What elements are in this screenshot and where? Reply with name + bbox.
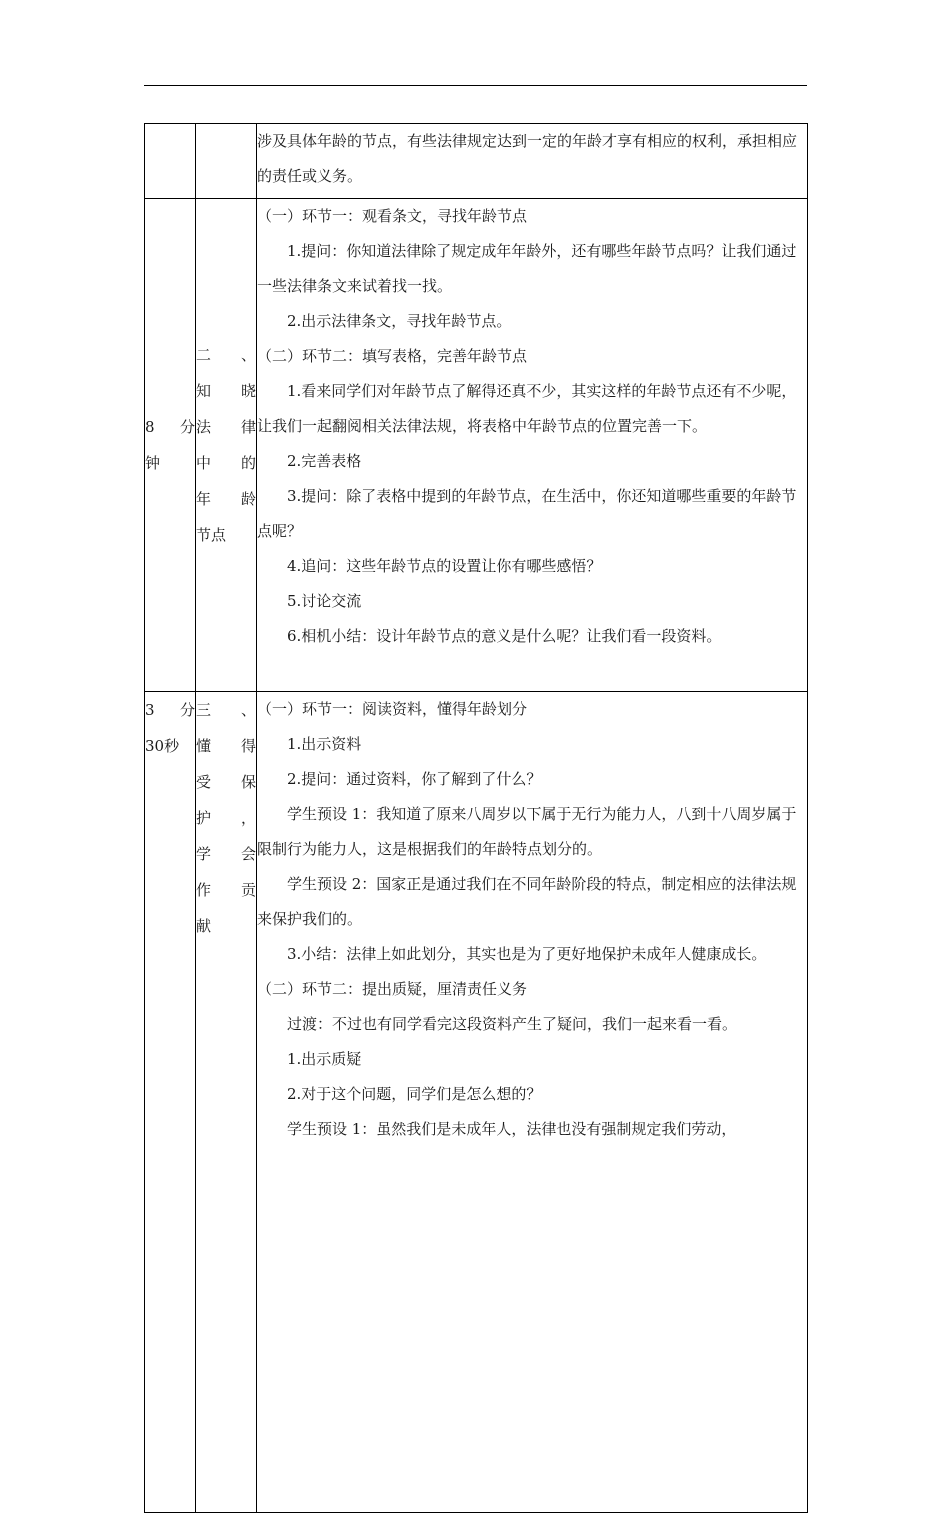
stage-text: 知 晓 — [196, 382, 256, 400]
paragraph: 3.提问：除了表格中提到的年龄节点，在生活中，你还知道哪些重要的年龄节点呢？ — [257, 487, 797, 540]
paragraph: 学生预设 1：我知道了原来八周岁以下属于无行为能力人，八到十八周岁属于限制行为能力人，这是根据我们的年龄特点划分的。 — [257, 805, 797, 858]
paragraph: 1.出示资料 — [287, 735, 362, 753]
section-heading: （一）环节一：观看条文，寻找年龄节点 — [257, 207, 528, 225]
stage-text: 受 保 — [196, 773, 256, 791]
content-cell — [257, 124, 808, 199]
paragraph: 1.出示质疑 — [287, 1050, 362, 1068]
stage-cell — [196, 199, 257, 692]
paragraph: 3.小结：法律上如此划分，其实也是为了更好地保护未成年人健康成长。 — [287, 945, 767, 963]
stage-text: 献 — [196, 917, 212, 935]
paragraph: 1.看来同学们对年龄节点了解得还真不少，其实这样的年龄节点还有不少呢，让我们一起翻阅相关法律法规，将表格中年龄节点的位置完善一下。 — [257, 382, 797, 435]
paragraph: 涉及具体年龄的节点，有些法律规定达到一定的年龄才享有相应的权利，承担相应的责任或义务。 — [257, 132, 798, 185]
stage-text: 护 ， — [196, 809, 256, 827]
table-row — [145, 199, 808, 692]
paragraph: 2.提问：通过资料，你了解到了什么？ — [287, 770, 542, 788]
paragraph: 5.讨论交流 — [287, 592, 362, 610]
stage-text: 懂 得 — [196, 737, 256, 755]
paragraph: 4.追问：这些年龄节点的设置让你有哪些感悟？ — [287, 557, 602, 575]
stage-cell — [196, 124, 257, 199]
time-text: 3 分 — [145, 701, 195, 719]
time-text: 30秒 — [145, 737, 180, 755]
time-text: 钟 — [145, 454, 161, 472]
stage-text: 节点 — [196, 526, 227, 544]
stage-cell — [196, 692, 257, 1513]
content-cell — [257, 199, 808, 692]
time-cell — [145, 199, 196, 692]
table-row — [145, 692, 808, 1513]
stage-text: 二 、 — [196, 346, 256, 364]
stage-text: 法 律 — [196, 418, 256, 436]
paragraph: 2.对于这个问题，同学们是怎么想的？ — [287, 1085, 542, 1103]
section-heading: （二）环节二：填写表格，完善年龄节点 — [257, 347, 528, 365]
paragraph: 6.相机小结：设计年龄节点的意义是什么呢？让我们看一段资料。 — [287, 627, 722, 645]
time-text: 8 分 — [145, 418, 195, 436]
paragraph: 学生预设 1：虽然我们是未成年人，法律也没有强制规定我们劳动， — [287, 1120, 737, 1138]
paragraph: 过渡：不过也有同学看完这段资料产生了疑问，我们一起来看一看。 — [287, 1015, 738, 1033]
paragraph: 1.提问：你知道法律除了规定成年年龄外，还有哪些年龄节点吗？让我们通过一些法律条文来试着找一找。 — [257, 242, 797, 295]
lesson-plan-table — [144, 123, 808, 1513]
header-rule — [144, 85, 807, 86]
table-row — [145, 124, 808, 199]
stage-text: 中 的 — [196, 454, 256, 472]
stage-text: 年 龄 — [196, 490, 256, 508]
content-cell — [257, 692, 808, 1513]
section-heading: （一）环节一：阅读资料，懂得年龄划分 — [257, 700, 528, 718]
section-heading: （二）环节二：提出质疑，厘清责任义务 — [257, 980, 528, 998]
stage-text: 作 贡 — [196, 881, 256, 899]
time-cell — [145, 692, 196, 1513]
paragraph: 学生预设 2：国家正是通过我们在不同年龄阶段的特点，制定相应的法律法规来保护我们的。 — [257, 875, 797, 928]
stage-text: 三 、 — [196, 701, 256, 719]
paragraph: 2.出示法律条文，寻找年龄节点。 — [287, 312, 512, 330]
time-cell — [145, 124, 196, 199]
paragraph: 2.完善表格 — [287, 452, 362, 470]
stage-text: 学 会 — [196, 845, 256, 863]
